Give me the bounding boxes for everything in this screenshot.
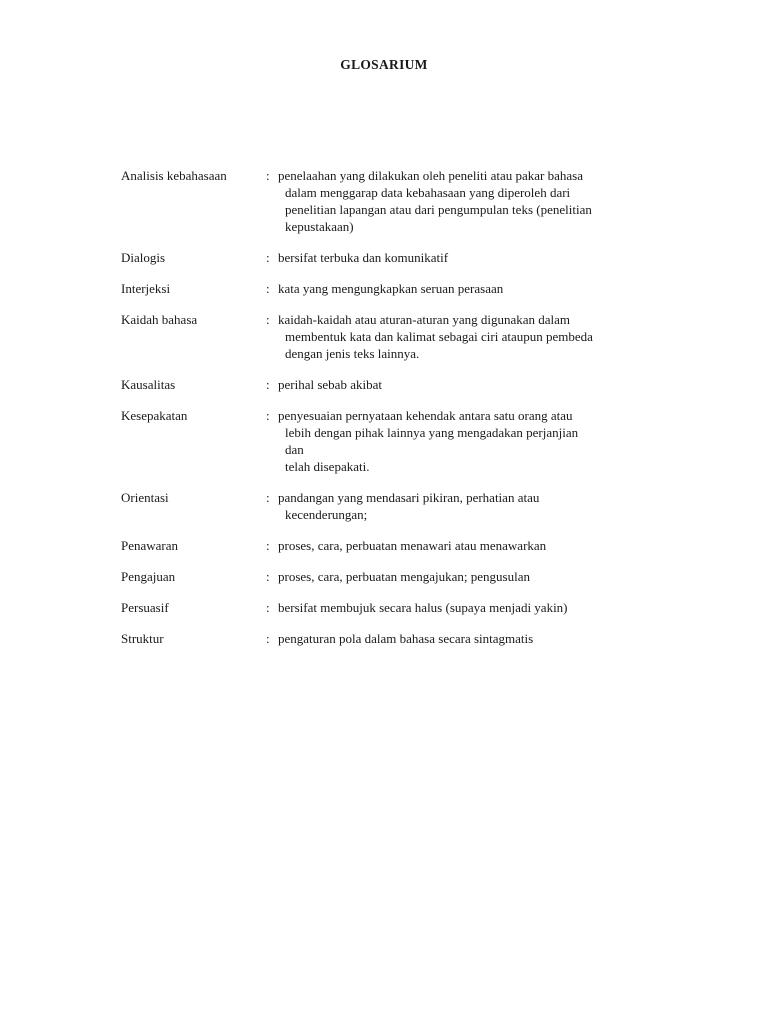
glossary-entry bbox=[121, 568, 681, 585]
glossary-term: Persuasif bbox=[121, 600, 169, 615]
glossary-term: Penawaran bbox=[121, 538, 179, 553]
page-title: GLOSARIUM bbox=[340, 57, 428, 72]
glossary-term: Interjeksi bbox=[121, 281, 171, 296]
glossary-term: Dialogis bbox=[121, 250, 166, 265]
glossary-definition: penelaahan yang dilakukan oleh peneliti atau pakar bahasa dalam menggarap data kebahasaan yang diperoleh dari penelitian lapangan atau dari pengumpulan teks (penelitian kepustakaan) bbox=[278, 168, 592, 234]
glossary-definition: kaidah-kaidah atau aturan-aturan yang digunakan dalam membentuk kata dan kalimat sebagai ciri ataupun pembeda dengan jenis teks lainnya. bbox=[278, 312, 593, 361]
glossary-entry bbox=[121, 489, 681, 523]
glossary-entry bbox=[121, 249, 681, 266]
glossary-definition: penyesuaian pernyataan kehendak antara satu orang atau lebih dengan pihak lainnya yang mengadakan perjanjian dan telah disepakati. bbox=[278, 408, 579, 474]
glossary-term: Analisis kebahasaan bbox=[121, 168, 227, 183]
glossary-term: Struktur bbox=[121, 631, 164, 646]
glossary-definition: bersifat terbuka dan komunikatif bbox=[278, 250, 449, 265]
glossary-term: Orientasi bbox=[121, 490, 169, 505]
term-separator: : bbox=[266, 250, 270, 265]
term-separator: : bbox=[266, 569, 270, 584]
glossary-entry bbox=[121, 599, 681, 616]
term-separator: : bbox=[266, 538, 270, 553]
glossary-definition: proses, cara, perbuatan mengajukan; pengusulan bbox=[278, 569, 530, 584]
term-separator: : bbox=[266, 377, 270, 392]
glossary-definition: perihal sebab akibat bbox=[278, 377, 382, 392]
term-separator: : bbox=[266, 600, 270, 615]
glossary-term: Kaidah bahasa bbox=[121, 312, 198, 327]
glossary-definition: pandangan yang mendasari pikiran, perhatian atau kecenderungan; bbox=[278, 490, 540, 522]
glossary-definition: kata yang mengungkapkan seruan perasaan bbox=[278, 281, 504, 296]
glossary-term: Kesepakatan bbox=[121, 408, 188, 423]
glossary-entry bbox=[121, 407, 681, 475]
term-separator: : bbox=[266, 490, 270, 505]
glossary-entry bbox=[121, 311, 681, 362]
glossary-entry bbox=[121, 280, 681, 297]
glossary-list bbox=[121, 167, 681, 661]
glossary-entry bbox=[121, 167, 681, 235]
glossary-definition: pengaturan pola dalam bahasa secara sintagmatis bbox=[278, 631, 534, 646]
term-separator: : bbox=[266, 168, 270, 183]
glossary-entry bbox=[121, 537, 681, 554]
term-separator: : bbox=[266, 281, 270, 296]
term-separator: : bbox=[266, 408, 270, 423]
term-separator: : bbox=[266, 312, 270, 327]
term-separator: : bbox=[266, 631, 270, 646]
glossary-definition: proses, cara, perbuatan menawari atau menawarkan bbox=[278, 538, 547, 553]
glossary-entry bbox=[121, 376, 681, 393]
glossary-entry bbox=[121, 630, 681, 647]
glossary-term: Pengajuan bbox=[121, 569, 176, 584]
glossary-definition: bersifat membujuk secara halus (supaya menjadi yakin) bbox=[278, 600, 568, 615]
glossary-term: Kausalitas bbox=[121, 377, 176, 392]
